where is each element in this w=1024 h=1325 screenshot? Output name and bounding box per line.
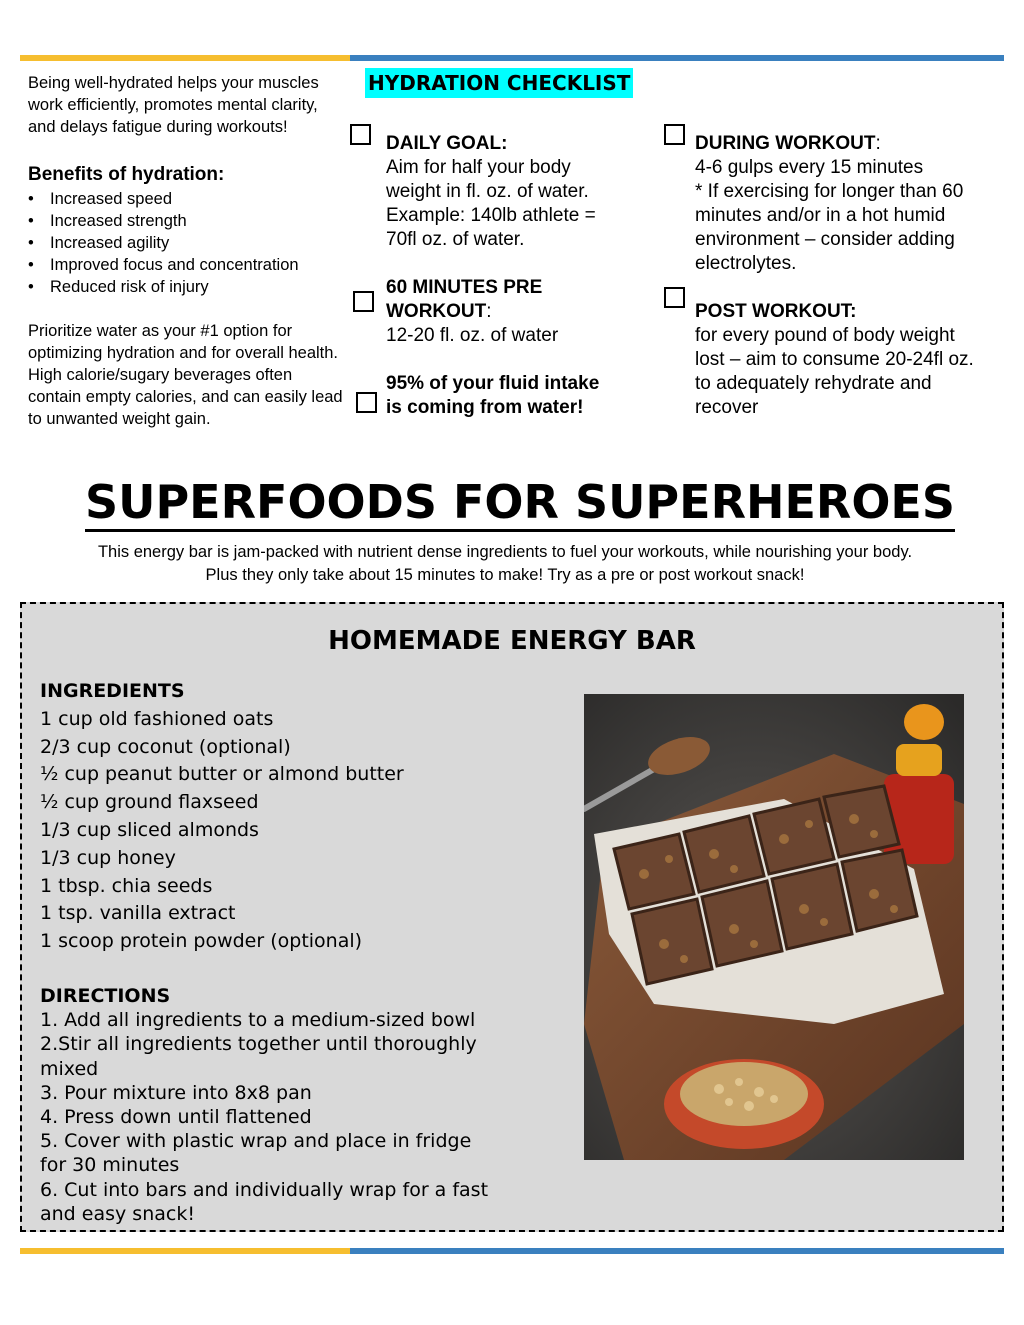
directions-heading: DIRECTIONS bbox=[40, 985, 171, 1007]
top-accent-yellow bbox=[20, 55, 350, 61]
list-item: 1. Add all ingredients to a medium-sized bowl bbox=[40, 1009, 476, 1032]
daily-goal-text: Aim for half your body weight in fl. oz. of water. Example: 140lb athlete = 70fl oz. of water. bbox=[386, 157, 596, 250]
post-workout-item bbox=[695, 300, 980, 420]
daily-goal-checkbox[interactable] bbox=[350, 124, 371, 145]
post-workout-heading: POST WORKOUT: bbox=[695, 301, 857, 322]
list-item: • Increased strength bbox=[28, 210, 348, 232]
pre-workout-heading-b: WORKOUT bbox=[386, 301, 487, 322]
hydration-intro bbox=[28, 72, 348, 430]
list-item: • Increased speed bbox=[28, 188, 348, 210]
superfoods-intro: This energy bar is jam-packed with nutrient dense ingredients to fuel your workouts, while nourishing your body. Plus they only take about 15 minutes to make! Try as a pre or post workout snack! bbox=[97, 543, 913, 584]
during-workout-line2: * If exercising for longer than 60 minutes and/or in a hot humid environment – consider adding electrolytes. bbox=[695, 181, 964, 274]
superfoods-title bbox=[0, 474, 1024, 530]
pre-workout-item bbox=[386, 276, 616, 348]
directions-section bbox=[40, 984, 490, 1226]
intro-paragraph: Being well-hydrated helps your muscles work efficiently, promotes mental clarity, and delays fatigue during workouts! bbox=[28, 74, 319, 136]
list-item: • Increased agility bbox=[28, 232, 348, 254]
checklist-title: HYDRATION CHECKLIST bbox=[365, 68, 633, 98]
list-item: 4. Press down until flattened bbox=[40, 1106, 312, 1129]
pre-workout-heading-a: 60 MINUTES PRE bbox=[386, 277, 543, 298]
list-item: • Reduced risk of injury bbox=[28, 276, 348, 298]
list-item: 6. Cut into bars and individually wrap for a fast and easy snack! bbox=[40, 1178, 489, 1225]
recipe-title: HOMEMADE ENERGY BAR bbox=[328, 626, 696, 656]
during-workout-line1: 4-6 gulps every 15 minutes bbox=[695, 157, 924, 178]
pre-workout-checkbox[interactable] bbox=[353, 291, 374, 312]
ingredients-section bbox=[40, 678, 404, 956]
list-item: 1/3 cup honey bbox=[40, 846, 176, 869]
list-item: 1 tbsp. chia seeds bbox=[40, 874, 213, 897]
during-workout-item bbox=[695, 132, 980, 276]
list-item: 1 scoop protein powder (optional) bbox=[40, 930, 363, 953]
list-item: 1/3 cup sliced almonds bbox=[40, 818, 259, 841]
fluid-intake-checkbox[interactable] bbox=[356, 392, 377, 413]
bottom-accent-yellow bbox=[20, 1248, 350, 1254]
top-accent-blue bbox=[350, 55, 1004, 61]
list-item: • Improved focus and concentration bbox=[28, 254, 348, 276]
energy-bar-illustration bbox=[584, 694, 964, 1160]
during-workout-colon: : bbox=[875, 133, 881, 154]
superfoods-title-text: SUPERFOODS FOR SUPERHEROES bbox=[85, 475, 955, 532]
prioritize-paragraph: Prioritize water as your #1 option for optimizing hydration and for overall health. High calorie/sugary beverages often contain empty calories, and can easily lead to unwanted weight gain. bbox=[28, 322, 343, 428]
bottom-accent-blue bbox=[350, 1248, 1004, 1254]
during-workout-heading: DURING WORKOUT bbox=[695, 133, 876, 154]
list-item: 5. Cover with plastic wrap and place in fridge for 30 minutes bbox=[40, 1130, 472, 1177]
list-item: 1 tsp. vanilla extract bbox=[40, 902, 236, 925]
recipe-card bbox=[20, 602, 1004, 1232]
list-item: 3. Pour mixture into 8x8 pan bbox=[40, 1081, 312, 1104]
fluid-intake-text: 95% of your fluid intake is coming from water! bbox=[386, 373, 600, 418]
list-item: 2/3 cup coconut (optional) bbox=[40, 735, 291, 758]
during-workout-checkbox[interactable] bbox=[664, 124, 685, 145]
energy-bar-photo bbox=[584, 694, 964, 1160]
benefits-list bbox=[28, 188, 348, 298]
pre-workout-colon: : bbox=[486, 301, 492, 322]
list-item: ½ cup peanut butter or almond butter bbox=[40, 763, 404, 786]
benefits-heading: Benefits of hydration: bbox=[28, 164, 225, 185]
post-workout-checkbox[interactable] bbox=[664, 287, 685, 308]
pre-workout-text: 12-20 fl. oz. of water bbox=[386, 325, 559, 346]
daily-goal-heading: DAILY GOAL: bbox=[386, 133, 508, 154]
list-item: ½ cup ground flaxseed bbox=[40, 791, 259, 814]
daily-goal-item bbox=[386, 132, 616, 252]
list-item: 1 cup old fashioned oats bbox=[40, 707, 274, 730]
list-item: 2.Stir all ingredients together until thoroughly mixed bbox=[40, 1033, 477, 1080]
ingredients-heading: INGREDIENTS bbox=[40, 680, 185, 702]
post-workout-text: for every pound of body weight lost – aim to consume 20-24fl oz. to adequately rehydrate and recover bbox=[695, 325, 974, 418]
